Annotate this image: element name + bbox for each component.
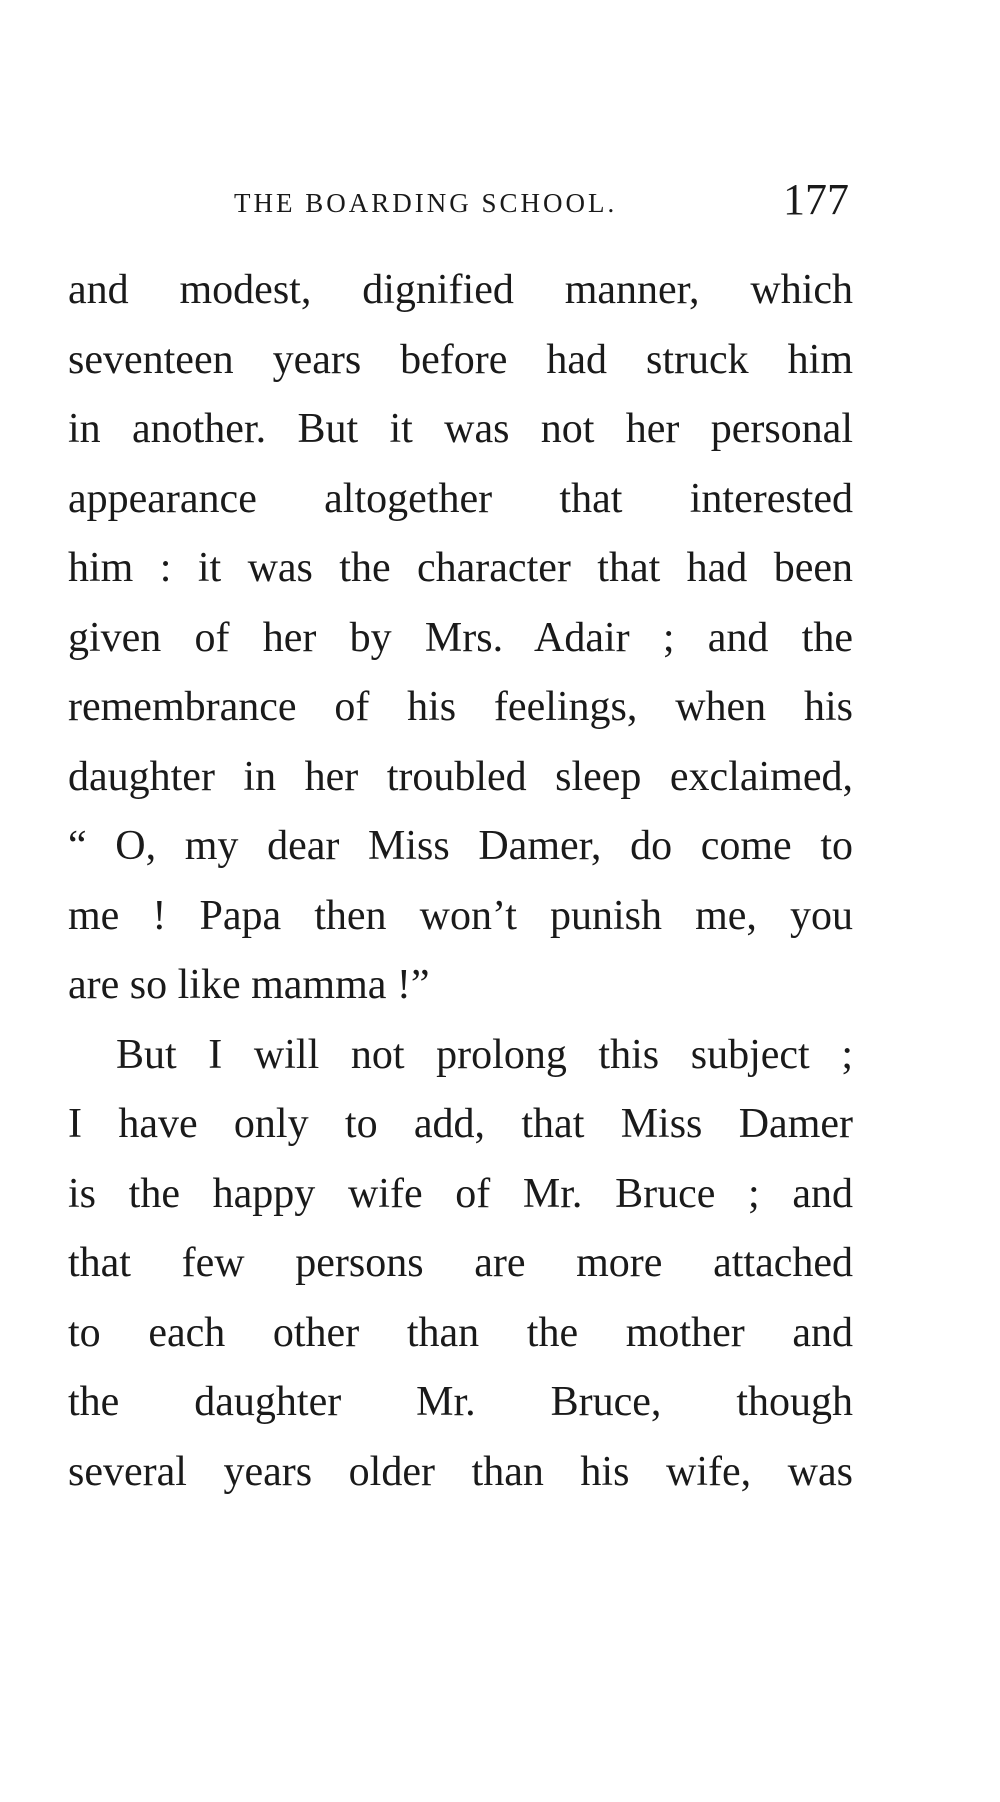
running-head: [234, 175, 849, 234]
text-line: “ O, my dear Miss Damer, do come to: [68, 823, 853, 869]
text-line: But I will not prolong this subject ;: [116, 1031, 853, 1078]
text-line: appearance altogether that interested: [68, 475, 853, 522]
text-line: is the happy wife of Mr. Bruce ; and: [68, 1170, 853, 1217]
text-line: in another. But it was not her personal: [68, 406, 853, 452]
text-line: me ! Papa then won’t punish me, you: [68, 892, 853, 939]
text-line: him : it was the character that had been: [68, 545, 853, 591]
page-number: 177: [783, 175, 849, 224]
text-line: are so like mamma !”: [68, 962, 430, 1008]
text-line: given of her by Mrs. Adair ; and the: [68, 614, 853, 661]
text-line: the daughter Mr. Bruce, though: [68, 1379, 853, 1425]
text-line: and modest, dignified manner, which: [68, 267, 853, 313]
text-line: seventeen years before had struck him: [68, 336, 853, 383]
running-title: THE BOARDING SCHOOL.: [234, 188, 618, 218]
text-line: several years older than his wife, was: [68, 1448, 853, 1495]
text-line: that few persons are more attached: [68, 1240, 853, 1286]
text-line: I have only to add, that Miss Damer: [68, 1101, 853, 1147]
body-text: [68, 256, 853, 1507]
text-line: remembrance of his feelings, when his: [68, 684, 853, 730]
text-line: daughter in her troubled sleep exclaimed,: [68, 753, 853, 800]
text-line: to each other than the mother and: [68, 1309, 853, 1356]
